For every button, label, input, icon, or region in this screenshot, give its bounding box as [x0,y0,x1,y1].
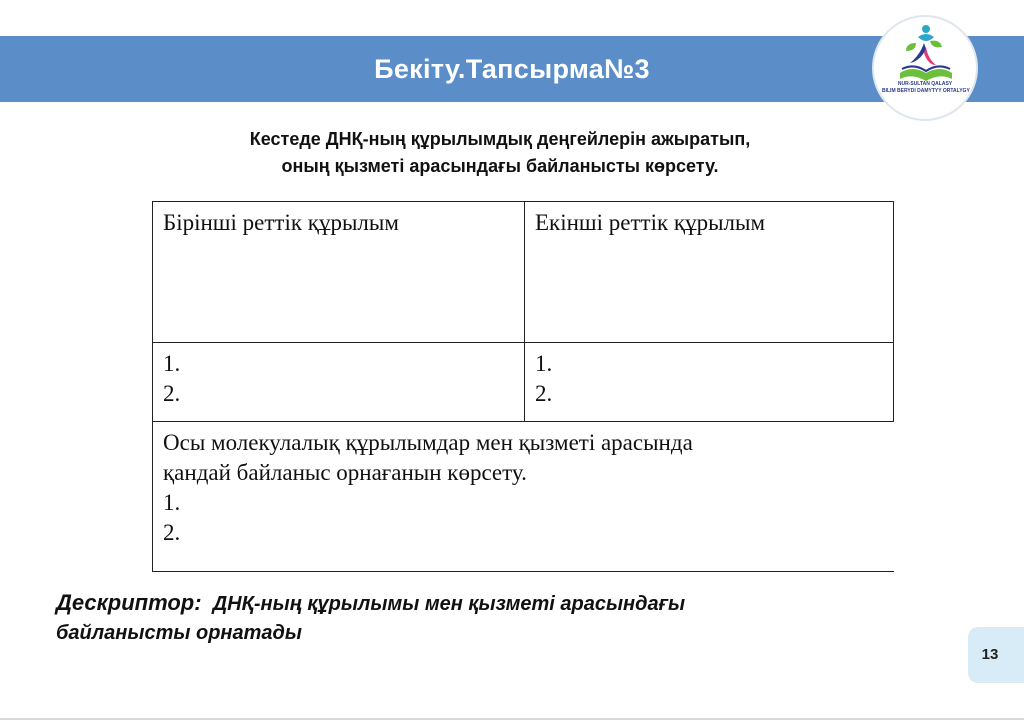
title-banner [0,36,1024,102]
header-cell-secondary-structure: Екінші реттік құрылым [525,202,894,343]
page-number: 13 [981,646,999,663]
descriptor [56,588,856,648]
task-instruction-line2: оның қызметі арасындағы байланысты көрсету. [281,156,719,176]
organization-logo [872,15,978,121]
list-item: 1. [163,490,181,515]
list-item: 2. [535,381,553,406]
list-item: 1. [163,351,181,376]
relationship-question-cell[interactable] [153,422,894,572]
logo-text-line1: NUR-SULTAN QALASY [897,81,953,87]
answer-cell-secondary[interactable] [525,343,894,422]
descriptor-line1: ДНҚ-ның құрылымы мен қызметі арасындағы [212,593,686,615]
list-item: 2. [163,381,181,406]
logo-text-line2: BILIM BERYDI DAMYTYY ORTALYGY [882,88,970,94]
descriptor-label: Дескриптор: [56,590,202,615]
task-table [152,201,894,572]
header-cell-primary-structure: Бірінші реттік құрылым [153,202,525,343]
list-item: 1. [535,351,553,376]
slide-title: Бекіту.Тапсырма№3 [374,54,650,84]
answer-cell-primary[interactable] [153,343,525,422]
task-instruction-line1: Кестеде ДНҚ-ның құрылымдық деңгейлерін ажыратып, [249,129,751,149]
descriptor-line2: байланысты орнатады [56,622,302,644]
logo-emblem-icon [874,17,976,119]
table-row [153,343,894,422]
question-line2: қандай байланыс орнағанын көрсету. [163,460,527,485]
task-instruction [130,126,870,180]
question-line1: Осы молекулалық құрылымдар мен қызметі арасында [163,430,693,455]
footer-divider [0,718,1024,720]
table-header-row [153,202,894,343]
list-item: 2. [163,520,181,545]
table-row [153,422,894,572]
